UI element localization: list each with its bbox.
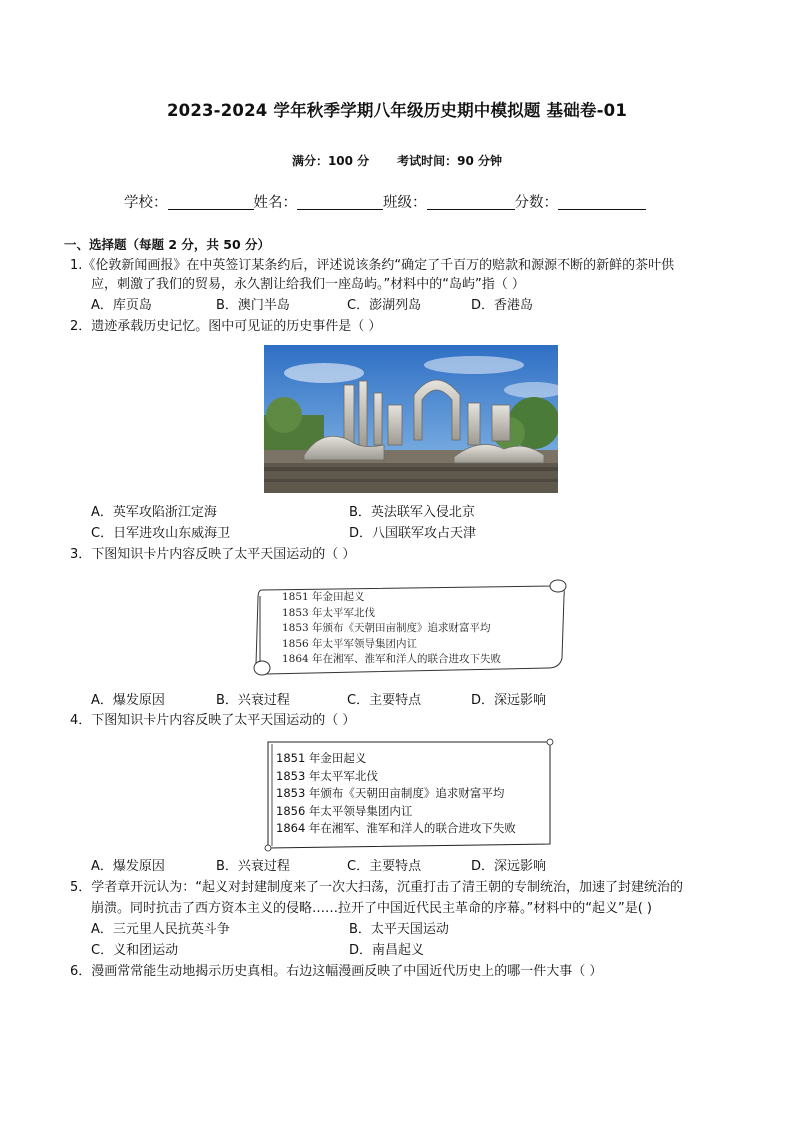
score-label: 分数： xyxy=(514,195,558,211)
question-5-line-1: 5．学者章开沅认为：“起义对封建制度来了一次大扫荡，沉重打击了清王朝的专制统治，加速了封建统治的 xyxy=(70,880,684,895)
exam-time: 考试时间：90 分钟 xyxy=(397,154,503,168)
q3-option-c[interactable]: C．主要特点 xyxy=(347,693,422,708)
q5-option-d[interactable]: D．南昌起义 xyxy=(349,943,425,958)
student-info-row xyxy=(124,191,646,212)
question-1-line-2: 应，刺激了我们的贸易，永久割让给我们一座岛屿。”材料中的“岛屿”指（ ） xyxy=(91,277,525,292)
q1-option-a[interactable]: A．库页岛 xyxy=(91,298,152,313)
q2-option-c[interactable]: C．日军进攻山东威海卫 xyxy=(91,526,231,541)
card2-line-1: 1851 年金田起义 xyxy=(276,751,367,765)
name-label: 姓名： xyxy=(253,195,297,211)
full-score: 满分：100 分 xyxy=(291,154,370,168)
q2-option-a[interactable]: A．英军攻陷浙江定海 xyxy=(91,505,217,520)
question-1-line-1: 1.《伦敦新闻画报》在中英签订某条约后，评述说该条约“确定了千百万的赔款和源源不断的新鲜的茶叶供 xyxy=(70,258,675,273)
q4-option-d[interactable]: D．深远影响 xyxy=(471,859,547,874)
school-label: 学校： xyxy=(124,195,168,211)
card1-line-3: 1853 年颁布《天朝田亩制度》追求财富平均 xyxy=(282,622,491,634)
yuanmingyuan-ruins-photo xyxy=(264,345,558,493)
name-blank[interactable] xyxy=(297,194,383,210)
card1-line-2: 1853 年太平军北伐 xyxy=(282,606,376,619)
card1-line-1: 1851 年金田起义 xyxy=(282,591,365,603)
exam-meta xyxy=(0,152,794,169)
q5-option-b[interactable]: B．太平天国运动 xyxy=(349,922,449,937)
q1-option-d[interactable]: D．香港岛 xyxy=(471,298,534,313)
q3-option-d[interactable]: D．深远影响 xyxy=(471,693,547,708)
class-label: 班级： xyxy=(383,195,427,211)
q4-option-c[interactable]: C．主要特点 xyxy=(347,859,422,874)
question-6-line-1: 6．漫画常常能生动地揭示历史真相。右边这幅漫画反映了中国近代历史上的哪一件大事（ ） xyxy=(70,964,603,979)
q4-option-a[interactable]: A．爆发原因 xyxy=(91,859,165,874)
question-2-line-1: 2．遗迹承载历史记忆。图中可见证的历史事件是（ ） xyxy=(70,319,382,334)
q3-option-a[interactable]: A．爆发原因 xyxy=(91,693,165,708)
q5-option-c[interactable]: C．义和团运动 xyxy=(91,943,179,958)
card2-line-3: 1853 年颁布《天朝田亩制度》追求财富平均 xyxy=(276,786,505,801)
school-blank[interactable] xyxy=(168,194,254,210)
q2-option-d[interactable]: D．八国联军攻占天津 xyxy=(349,526,477,541)
card2-line-4: 1856 年太平领导集团内讧 xyxy=(276,803,413,818)
page-title: 2023-2024 学年秋季学期八年级历史期中模拟题 基础卷-01 xyxy=(166,101,628,120)
q1-option-b[interactable]: B．澳门半岛 xyxy=(216,298,290,313)
card2-line-2: 1853 年太平军北伐 xyxy=(276,768,378,783)
card2-line-5: 1864 年在湘军、淮军和洋人的联合进攻下失败 xyxy=(276,821,516,836)
knowledge-card-scroll-printed xyxy=(262,738,556,852)
question-3-line-1: 3．下图知识卡片内容反映了太平天国运动的（ ） xyxy=(70,547,356,562)
q3-option-b[interactable]: B．兴衰过程 xyxy=(216,693,290,708)
q5-option-a[interactable]: A．三元里人民抗英斗争 xyxy=(91,922,230,937)
score-blank[interactable] xyxy=(558,194,646,210)
card1-line-4: 1856 年太平军领导集团内讧 xyxy=(282,637,418,650)
knowledge-card-scroll-handwritten xyxy=(250,576,570,680)
q4-option-b[interactable]: B．兴衰过程 xyxy=(216,859,290,874)
section-heading: 一、选择题（每题 2 分，共 50 分） xyxy=(64,237,271,252)
q1-option-c[interactable]: C．澎湖列岛 xyxy=(347,298,422,313)
card1-line-5: 1864 年在湘军、淮军和洋人的联合进攻下失败 xyxy=(282,653,502,665)
q2-option-b[interactable]: B．英法联军入侵北京 xyxy=(349,505,475,520)
question-5-line-2: 崩溃。同时抗击了西方资本主义的侵略……拉开了中国近代民主革命的序幕。”材料中的“起义”是( ) xyxy=(91,901,652,916)
question-4-line-1: 4．下图知识卡片内容反映了太平天国运动的（ ） xyxy=(70,713,356,728)
class-blank[interactable] xyxy=(427,194,515,210)
